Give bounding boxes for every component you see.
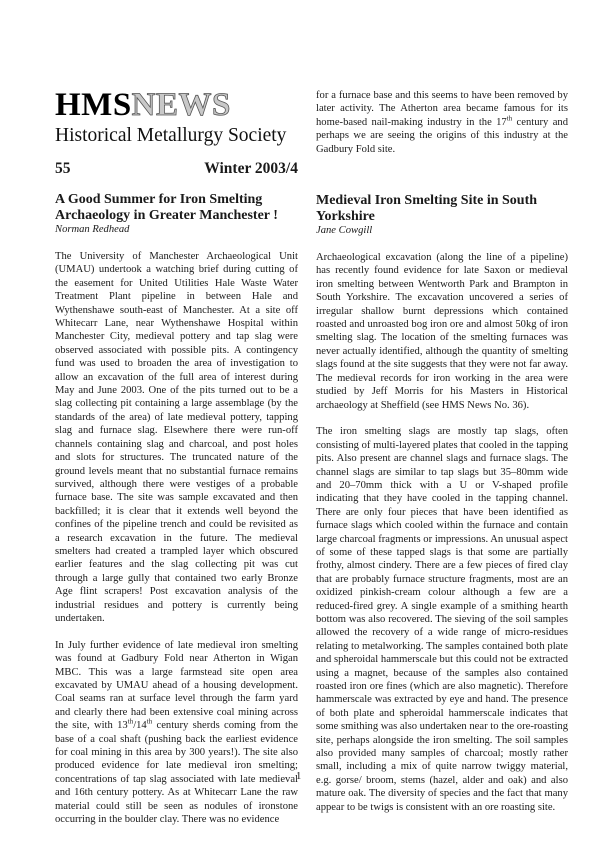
logo-news: NEWS: [131, 87, 231, 123]
issue-number: 55: [55, 160, 71, 177]
text-span: In July further evidence of late medieval iron smelting was found at Gadbury Fold near Atherton in Wigan MBC. This was a large farmstead site open area excavated by UMAU ahead of a housing development. Coal seams ran at surface level through the farm yard and clearly there had been extensive coal mining across the site, with 13: [55, 639, 298, 732]
article-paragraph: [55, 639, 298, 827]
page-number: 1: [296, 771, 302, 782]
left-column: [55, 88, 298, 826]
article-2: [316, 193, 568, 814]
logo-hms: HMS: [55, 87, 132, 123]
society-name: Historical Metallurgy Society: [55, 125, 287, 146]
right-column: [316, 89, 568, 814]
issue-line: [55, 159, 298, 179]
article-author: Norman Redhead: [55, 224, 130, 235]
text-span: century and perhaps we are seeing the origins of this industry at the Gadbury Fold site.: [316, 116, 568, 155]
article-paragraph: The University of Manchester Archaeological Unit (UMAU) undertook a watching brief during cutting of the easement for United Utilities Hale Waste Water Treatment Plant pipeline in between Hale and Wythenshawe south-east of Manchester. At a site off Whitecarr Lane, near Wythenshawe Hospital within Manchester City, medieval pottery and tap slag were observed associated with possible pits. A contingency fund was used to broaden the area of investigation to allow an excavation of the full area of interest during May and June 2003. One of the pits turned out to be a slag collecting pit containing a large assemblage (by the standards of the area) of late medieval pottery, tapping slag and furnace slag. Elsewhere there were run-off channels containing slag and charcoal, and post holes and slots for structures. The truncated nature of the ground levels meant that no substantial furnace remains survived, although there were vestiges of a probable furnace base. The site was sample excavated and then backfilled; it is clear that it extends well beyond the confines of the pipeline trench and could be revisited as a research excavation in the future. The medieval smelters had created a trampled layer which obscured earlier features and the slag collecting pit was cut through a large gully that contained two early Bronze Age flint scrapers! Post excavation analysis of the industrial residues and pottery is currently being undertaken.: [55, 251, 298, 624]
article-paragraph: Archaeological excavation (along the line of a pipeline) has recently found evidence for late Saxon or medieval iron smelting between Wentworth Park and Brampton in South Yorkshire. The excavation uncovered a series of irregular shallow burnt depressions which contained roasted and unroasted bog iron ore and almost 50kg of iron smelting slag. The location of the smelting furnaces was never actually identified, although the quantity of smelting slags found at the site suggests that they were not far away. The medieval records for iron working in the area were studied by Jeff Morris for his Masters in Historical archaeology at Sheffield (see HMS News No. 36).: [316, 252, 568, 411]
article-title: Medieval Iron Smelting Site in South Yorkshire: [316, 193, 538, 225]
text-span: /14: [133, 720, 147, 732]
article-paragraph: The iron smelting slags are mostly tap slags, often consisting of multi-layered plates that cooled in the tapping pits. Also present are channel slags and furnace slags. The channel slags are similar to tap slags but 35–80mm wide and 20–70mm thick with a U or V-shaped profile indicating that they have cooled in the tapping channel. There are only four pieces that have been identified as furnace slags which cooled within the furnace and contain large charcoal fragments or impressions. An unusual aspect of some of these tapped slags is that some are partially frothy, almost cindery. There are a few pieces of fired clay that are probably furnace structure fragments, most are an oxidized pinkish-cream colour although a few are a reduced-fired grey. A single example of a smithing hearth bottom was also recovered. The sieving of the soil samples allowed the recovery of a wide range of micro-residues relating to metalworking. The samples contained both plate and spheroidal hammerscale but this could not be extracted using a magnet, because of the samples also contained roasted iron ore fines (which are also magnetic). Therefore hammerscale was extracted by eye and hand. The presence of both plate and spheroidal hammerscale indicates that some smithing was also undertaken near to the ore-roasting site, perhaps alongside the iron smelting. The soil samples also provided many samples of charcoal; mostly rather small, including a mix of quite narrow twiggy material, e.g. gorse/ broom, stems (hazel, alder and oak) and also mature oak. The diversity of species and the fact that many appear to be twigs is consistent with an ore roasting site.: [316, 426, 568, 813]
article-author: Jane Cowgill: [316, 225, 373, 237]
superscript: th: [506, 114, 513, 123]
superscript: th: [146, 717, 153, 726]
article-continuation: [316, 89, 568, 156]
issue-date: Winter 2003/4: [204, 160, 298, 177]
article-1: [55, 192, 298, 826]
article-title: A Good Summer for Iron Smelting Archaeology in Greater Manchester !: [55, 192, 278, 223]
text-span: century sherds coming from the base of a coal shaft (pushing back the earliest evidence for coal mining in this area by 300 years!). The site also produced evidence for late medieval iron smelting; concentrations of tap slag associated with late medieval and 16th century pottery. As at Whitecarr Lane the raw material could still be seen as nodules of ironstone occurring in the boulder clay. There was no evidence: [55, 720, 298, 826]
superscript: th: [127, 717, 134, 726]
hms-news-logo: [55, 88, 298, 124]
text-span: for a furnace base and this seems to have been removed by later activity. The Atherton area became famous for its home-based nail-making industry in the 17: [316, 90, 568, 128]
